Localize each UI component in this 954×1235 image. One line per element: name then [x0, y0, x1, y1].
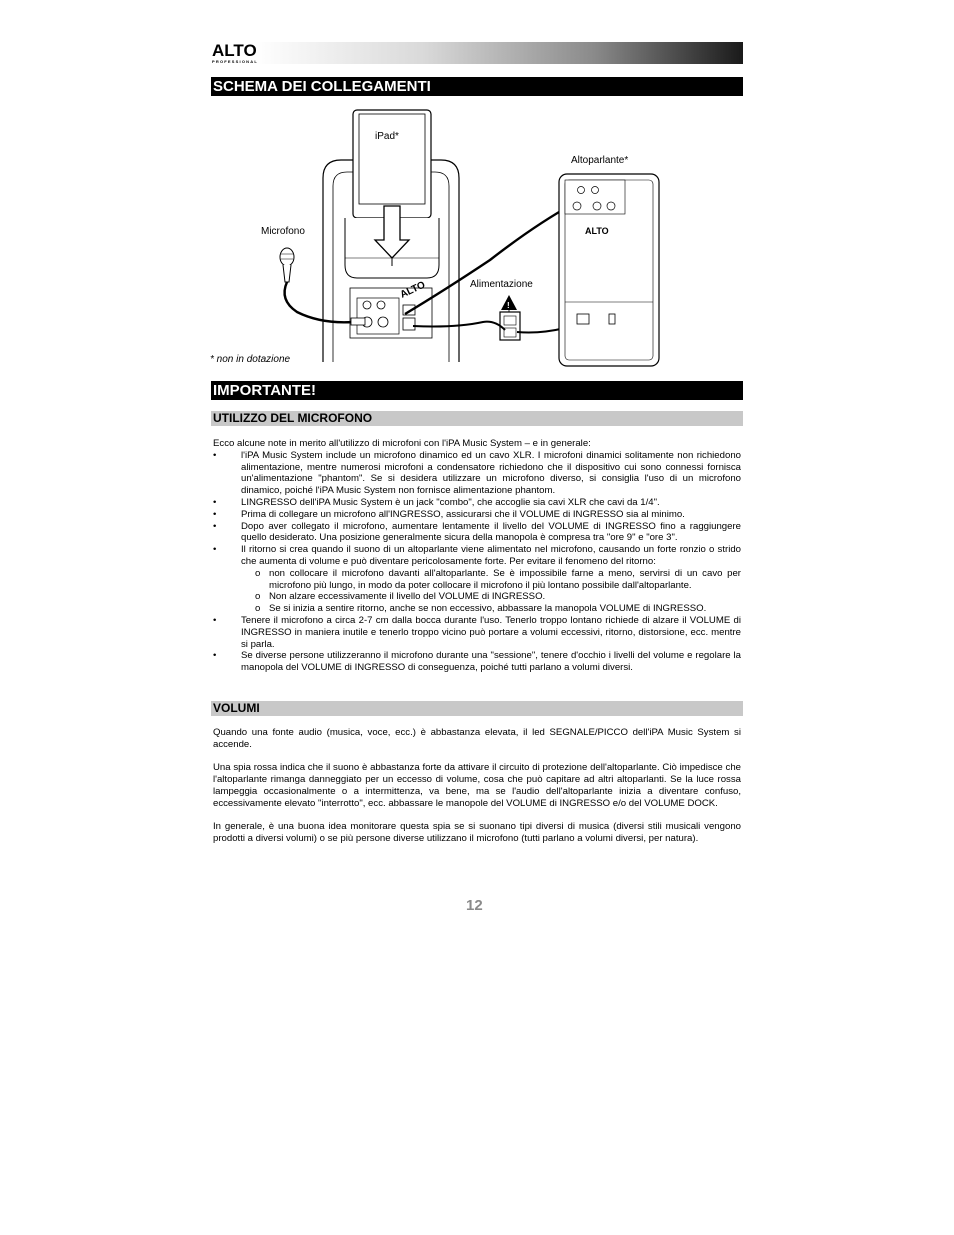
- mic-bullet: • Prima di collegare un microfono all'INGRESSO, assicurarsi che il VOLUME di INGRESSO sia al minimo.: [213, 509, 741, 521]
- mic-bullet-feedback: [213, 544, 741, 615]
- power-label: Alimentazione: [470, 279, 533, 290]
- mic-bullet: • Dopo aver collegato il microfono, aumentare lentamente il livello del VOLUME di INGRESSO fino a raggiungere quello desiderato. Una posizione generalmente sicura della manopola è compresa tra "ore 9" e "ore 3".: [213, 521, 741, 545]
- mic-bullet: • LINGRESSO dell'iPA Music System è un jack "combo", che accoglie sia cavi XLR che cavi da 1/4".: [213, 497, 741, 509]
- volumi-paragraph: In generale, è una buona idea monitorare questa spia se si suonano tipi diversi di musica (diversi stili musicali vengono prodotti a diversi volumi) o se più persone diverse utilizzano il microfono (tutti parlano a volumi diversi, per natura).: [213, 821, 741, 845]
- mic-body: [213, 438, 741, 674]
- speaker-label: Altoparlante*: [571, 155, 629, 166]
- dock-brand: ALTO: [398, 279, 428, 301]
- feedback-sub-list: [241, 568, 741, 615]
- microphone-handle: [283, 265, 291, 282]
- volumi-paragraph: Una spia rossa indica che il suono è abbastanza forte da attivare il circuito di protezione dell'altoparlante. Ciò impedisce che l'altoparlante rimanga danneggiato per un eccesso di volume, cosa che può capitare ad altri altoparlanti. Se la luce rossa lampeggia occasionalmente o a intermittenza, va bene, ma se l'audio dell'altoparlante inizia a diventare confuso, eccessivamente elevato "interrotto", ecc. abbassare le manopole del VOLUME di INGRESSO e/o del VOLUME DOCK.: [213, 762, 741, 809]
- logo-text: ALTO: [212, 41, 257, 60]
- speaker-brand: ALTO: [585, 226, 609, 236]
- connection-diagram: [205, 100, 665, 375]
- volumi-subheading: VOLUMI: [211, 701, 743, 716]
- mic-bullet: • Se diverse persone utilizzeranno il microfono durante una "sessione", tenere d'occhio i livelli del volume e regolare la manopola del VOLUME di INGRESSO di conseguenza, poiché tutti parlano a volumi diversi.: [213, 650, 741, 674]
- sub-bullet: o Non alzare eccessivamente il livello del VOLUME di INGRESSO.: [241, 591, 741, 603]
- volumi-paragraph: Quando una fonte audio (musica, voce, ecc.) è abbastanza elevata, il led SEGNALE/PICCO dell'iPA Music System si accende.: [213, 727, 741, 750]
- svg-text:!: !: [507, 301, 510, 310]
- footnote: * non in dotazione: [210, 354, 291, 365]
- microphone-head: [280, 248, 294, 266]
- important-heading: IMPORTANTE!: [211, 381, 743, 400]
- mic-bullet: • Tenere il microfono a circa 2-7 cm dalla bocca durante l'uso. Tenerlo troppo lontano richiede di alzare il VOLUME di INGRESSO in maniera inutile e tenerlo troppo vicino può portare a volumi eccessivi, ritorno, distorsione, ecc. mentre si parla.: [213, 615, 741, 650]
- header-gradient-bar: [212, 42, 743, 64]
- ipad-screen: [359, 114, 425, 204]
- schema-heading: SCHEMA DEI COLLEGAMENTI: [211, 77, 743, 96]
- mic-intro: Ecco alcune note in merito all'utilizzo di microfoni con l'iPA Music System – e in generale:: [213, 438, 591, 449]
- alto-logo: [212, 43, 258, 63]
- mic-bullet-list: [213, 450, 741, 674]
- sub-bullet: o non collocare il microfono davanti all'altoparlante. Se è impossibile farne a meno, servirsi di un cavo per microfono più lungo, in modo da poter collocare il microfono il più lontano possibile dall'altoparlante.: [241, 568, 741, 592]
- sub-bullet: o Se si inizia a sentire ritorno, anche se non eccessivo, abbassare la manopola VOLUME di INGRESSO.: [241, 603, 741, 615]
- logo-subtext: PROFESSIONAL: [212, 59, 258, 64]
- mic-bullet-text: Il ritorno si crea quando il suono di un altoparlante viene alimentato nel microfono, causando un forte ronzio o strido che aumenta di volume e può diventare pericolosamente forte. Per evitare il fenomeno del ritorno:: [241, 544, 741, 567]
- mic-subheading: UTILIZZO DEL MICROFONO: [211, 411, 743, 426]
- volumi-body: [213, 727, 741, 845]
- ipad-label: iPad*: [375, 131, 399, 142]
- microphone-label: Microfono: [261, 226, 305, 237]
- page-number: 12: [466, 897, 483, 914]
- mic-bullet: • l'iPA Music System include un microfono dinamico ed un cavo XLR. I microfoni dinamici solitamente non richiedono alimentazione, mentre numerosi microfoni a condensatore richiedono che il dispositivo cui sono connessi fornisca un'alimentazione "phantom". Se si desidera utilizzare un microfono diverso, si consiglia l'uso di un microfono dinamico, poiché l'iPA Music System non fornisce alimentazione phantom.: [213, 450, 741, 497]
- mic-cable: [285, 282, 353, 322]
